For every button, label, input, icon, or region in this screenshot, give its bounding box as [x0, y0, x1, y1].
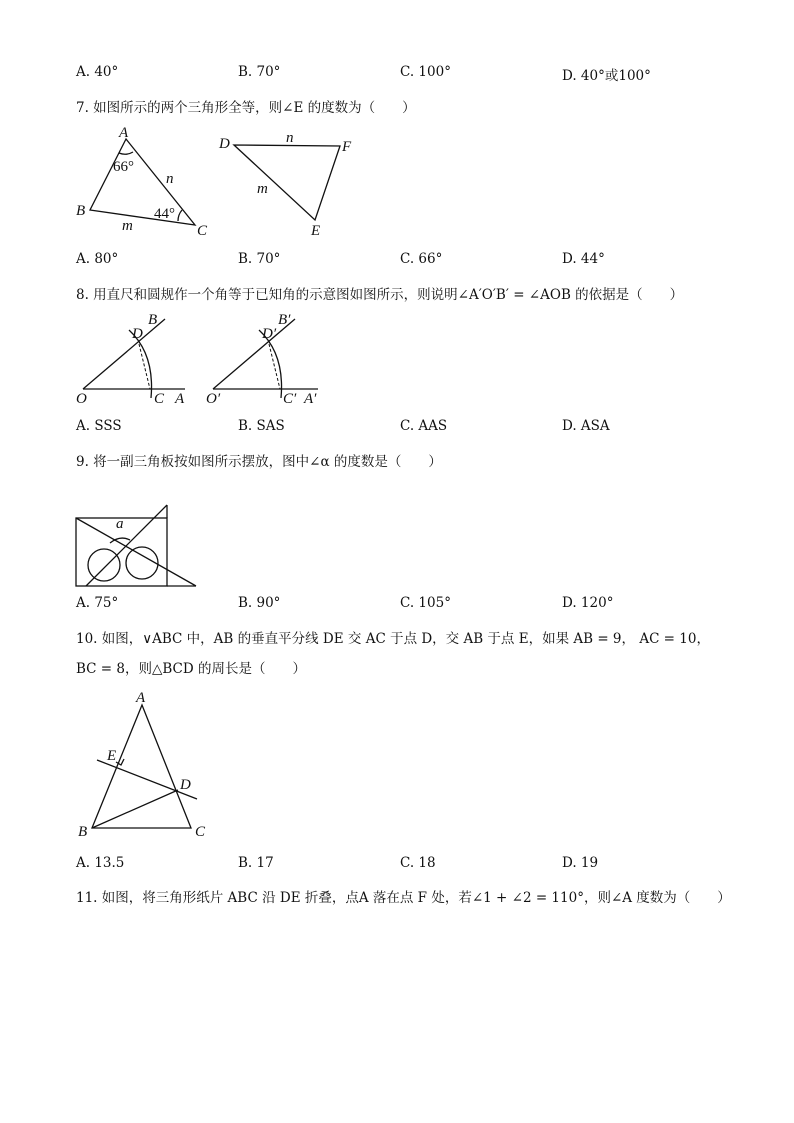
- q9-option-b[interactable]: B. 90°: [238, 595, 281, 611]
- q10-option-a[interactable]: A. 13.5: [76, 855, 125, 871]
- label-o: O: [76, 391, 87, 407]
- triangle-hypotenuse: [86, 505, 167, 586]
- q9-option-d[interactable]: D. 120°: [562, 595, 614, 611]
- side-n-label: n: [286, 130, 294, 146]
- q9-figure-set-squares: [72, 500, 202, 592]
- q8-option-a[interactable]: A. SSS: [76, 418, 122, 434]
- q7-option-c[interactable]: C. 66°: [400, 251, 443, 267]
- side-m-label: m: [257, 181, 268, 197]
- q7-option-b[interactable]: B. 70°: [238, 251, 281, 267]
- q10-option-d[interactable]: D. 19: [562, 855, 599, 871]
- triangle-def-shape: [234, 145, 340, 220]
- q7-option-a[interactable]: A. 80°: [76, 251, 119, 267]
- q6-option-a[interactable]: A. 40°: [76, 64, 119, 80]
- q9-text: 9. 将一副三角板按如图所示摆放，图中∠α 的度数是（ ）: [76, 454, 442, 470]
- q7-figure-triangle-abc: [70, 118, 220, 248]
- label-c: C: [197, 223, 208, 239]
- q9-options: [76, 595, 716, 613]
- q6-option-d[interactable]: D. 40°或100°: [562, 68, 651, 84]
- hole-left: [88, 549, 120, 581]
- q10-option-b[interactable]: B. 17: [238, 855, 274, 871]
- label-d: D: [180, 777, 191, 793]
- label-a: A: [175, 391, 185, 407]
- ray-ob-prime: [213, 319, 295, 389]
- ray-ob: [83, 319, 165, 389]
- q10-options: [76, 855, 716, 873]
- angle-a-value: 66°: [113, 159, 134, 175]
- label-d: D: [219, 136, 230, 152]
- label-b-prime: B′: [278, 312, 291, 328]
- label-c: C: [195, 824, 206, 840]
- hole-right: [126, 547, 158, 579]
- q7-option-d[interactable]: D. 44°: [562, 251, 605, 267]
- label-c-prime: C′: [283, 391, 297, 407]
- label-o-prime: O′: [206, 391, 221, 407]
- q8-option-c[interactable]: C. AAS: [400, 418, 448, 434]
- q9-option-c[interactable]: C. 105°: [400, 595, 451, 611]
- q6-options: [76, 64, 716, 82]
- q10-text-line1: 10. 如图，∨ABC 中，AB 的垂直平分线 DE 交 AC 于点 D，交 AB 于点 E，如果 AB = 9， AC = 10，: [76, 631, 710, 647]
- q8-figure-angle-aob: [72, 308, 197, 408]
- label-b: B: [78, 824, 88, 840]
- q11-text: 11. 如图，将三角形纸片 ABC 沿 DE 折叠，点A 落在点 F 处，若∠1 + ∠2 = 110°，则∠A 度数为（ ）: [76, 890, 731, 906]
- triangle-abc-shape: [90, 139, 195, 225]
- label-a: A: [119, 125, 129, 141]
- label-f: F: [342, 139, 352, 155]
- angle-a-arc: [119, 152, 133, 154]
- label-c: C: [154, 391, 165, 407]
- q7-figure-triangle-def: [214, 128, 364, 243]
- side-n-label: n: [166, 171, 174, 187]
- label-e: E: [311, 223, 321, 239]
- label-d: D: [132, 326, 143, 342]
- label-d-prime: D′: [262, 326, 277, 342]
- label-alpha: a: [116, 516, 124, 532]
- q7-options: [76, 251, 716, 269]
- label-e: E: [107, 748, 117, 764]
- side-m-label: m: [122, 218, 133, 234]
- q10-option-c[interactable]: C. 18: [400, 855, 436, 871]
- q8-text: 8. 用直尺和圆规作一个角等于已知角的示意图如图所示，则说明∠A′O′B′ = ∠AOB 的依据是（ ）: [76, 287, 684, 303]
- q10-text-line2: BC = 8，则△BCD 的周长是（ ）: [76, 661, 306, 677]
- q9-option-a[interactable]: A. 75°: [76, 595, 119, 611]
- label-a-prime: A′: [304, 391, 317, 407]
- angle-c-arc: [178, 210, 182, 221]
- q6-option-c[interactable]: C. 100°: [400, 64, 451, 80]
- label-b: B: [148, 312, 158, 328]
- q8-options: [76, 418, 716, 436]
- q8-option-d[interactable]: D. ASA: [562, 418, 610, 434]
- q10-figure-triangle-abc: [72, 685, 217, 845]
- triangle-abc-shape: [92, 705, 191, 828]
- q8-option-b[interactable]: B. SAS: [238, 418, 285, 434]
- angle-c-value: 44°: [154, 206, 175, 222]
- q7-text: 7. 如图所示的两个三角形全等，则∠E 的度数为（ ）: [76, 100, 416, 116]
- q6-option-b[interactable]: B. 70°: [238, 64, 281, 80]
- q8-figure-angle-aob-prime: [202, 308, 332, 408]
- label-a: A: [136, 690, 146, 706]
- label-b: B: [76, 203, 86, 219]
